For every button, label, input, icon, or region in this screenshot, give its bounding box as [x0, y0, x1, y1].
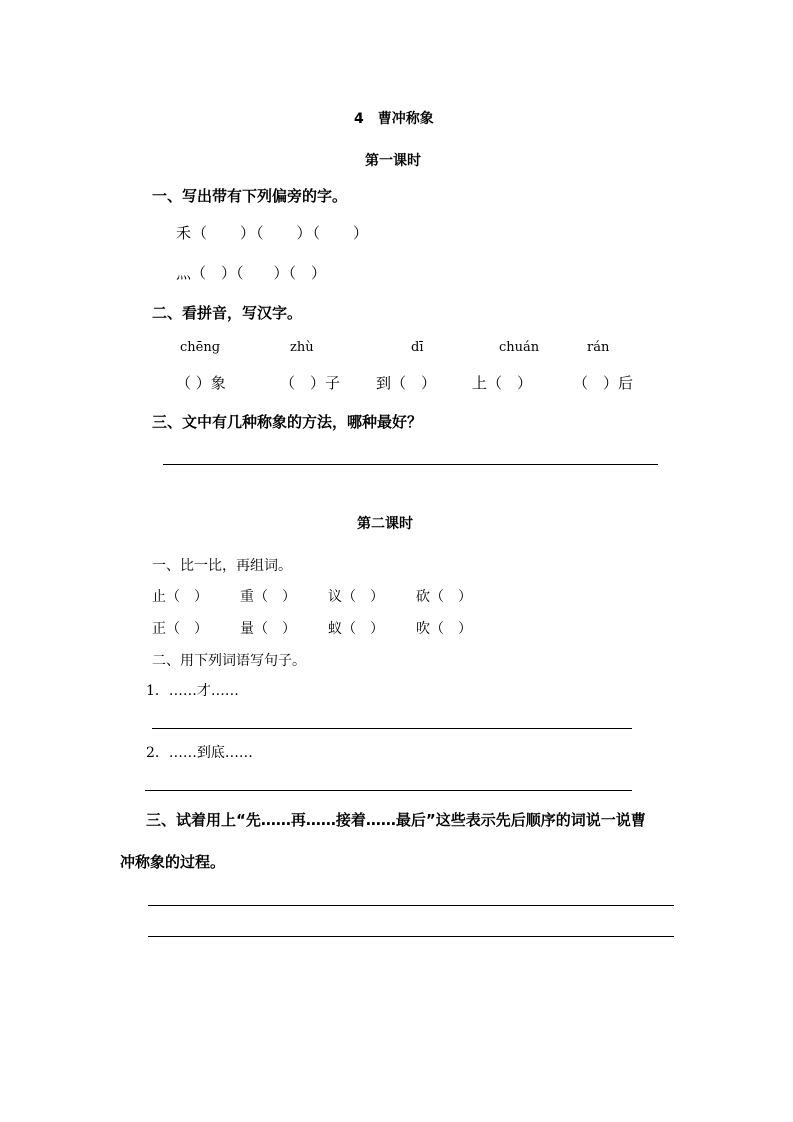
sentence-item-1: 1．……才…… [146, 683, 239, 699]
page-title: 4 曹冲称象 [354, 111, 434, 127]
lesson1-heading: 第一课时 [365, 153, 421, 169]
answer-line [148, 905, 674, 906]
blank-shang: 上（ ） [472, 374, 533, 392]
lesson1-question2: 二、看拼音，写汉字。 [152, 304, 303, 322]
answer-line [145, 790, 632, 791]
pinyin-zhu: zhù [290, 340, 314, 355]
lesson2-question1: 一、比一比，再组词。 [152, 558, 292, 574]
blank-hou: （ ）后 [573, 374, 634, 392]
compare-item: 议（ ） [328, 589, 384, 605]
answer-line [152, 728, 632, 729]
blank-xiang: （ ）象 [176, 374, 226, 392]
blank-zi: （ ）子 [280, 374, 341, 392]
compare-item: 止（ ） [152, 589, 208, 605]
compare-item: 重（ ） [240, 589, 296, 605]
lesson1-question1: 一、写出带有下列偏旁的字。 [152, 187, 348, 205]
compare-item: 量（ ） [240, 621, 296, 637]
pinyin-di: dī [411, 340, 424, 355]
lesson2-heading: 第二课时 [357, 516, 413, 532]
radical-row-he: 禾（ ）（ ）（ ） [176, 224, 370, 242]
compare-item: 砍（ ） [416, 589, 472, 605]
pinyin-chuan: chuán [499, 340, 540, 355]
blank-dao: 到（ ） [376, 374, 437, 392]
pinyin-ran: rán [587, 340, 610, 355]
answer-line [163, 464, 658, 465]
lesson2-question3-line1: 三、试着用上“先……再……接着……最后”这些表示先后顺序的词说一说曹 [146, 811, 646, 829]
pinyin-cheng: chēnɡ [180, 340, 221, 355]
compare-item: 正（ ） [152, 621, 208, 637]
lesson2-question3-line2: 冲称象的过程。 [120, 853, 226, 871]
lesson1-question3: 三、文中有几种称象的方法，哪种最好？ [152, 413, 423, 431]
radical-row-huo: 灬（ ）（ ）（ ） [176, 264, 327, 282]
sentence-item-2: 2．……到底…… [146, 745, 253, 761]
compare-item: 吹（ ） [416, 621, 472, 637]
answer-line [148, 936, 674, 937]
compare-item: 蚁（ ） [328, 621, 384, 637]
lesson2-question2: 二、用下列词语写句子。 [152, 653, 306, 669]
